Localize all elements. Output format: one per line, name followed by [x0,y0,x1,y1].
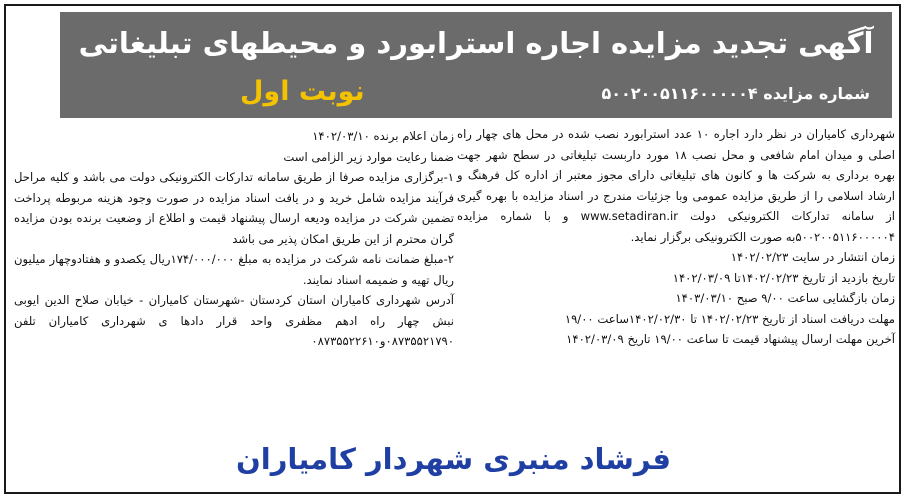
notice-title: آگهی تجدید مزایده اجاره استرابورد و محیطهای تبلیغاتی [78,26,874,60]
requirements-note: ضمنا رعایت موارد زیر الزامی است [283,149,454,164]
notice-main-column [457,124,895,350]
round-badge: نوبت اول [240,76,365,107]
municipality-address: آدرس شهرداری کامیاران استان کردستان -شهرستان کامیاران - خیابان صلاح الدین ایوبی نبش چهار راه ادهم مظفری واحد قرار دادها ی شهرداری کامیاران تلفن ۰۸۷۳۵۵۲۱۷۹۰و۰۸۷۳۵۵۲۲۶۱۰ [14,293,454,348]
notice-paragraph: شهرداری کامیاران در نظر دارد اجاره ۱۰ عدد استرابورد نصب شده در محل های چهار راه اصلی و میدان امام شافعی و محل نصب ۱۸ مورد داربست تبلیغاتی در سطح شهر جهت بهره برداری به شرکت ها و کانون های تبلیغاتی دارای مجوز معتبر از اداره کل فرهنگ و ارشاد اسلامی را از طریق مزایده عمومی وبا جزئیات مندرج در اسناد مزایده با بهره گیری از سامانه تدارکات الکترونیکی دولت www.setadiran.ir و با شماره مزایده ۵۰۰۲۰۰۵۱۱۶۰۰۰۰۰۴به صورت الکترونیکی برگزار نماید. [457,127,895,244]
requirement-item-1: ۱-برگزاری مزایده صرفا از طریق سامانه تدارکات الکترونیکی دولت می باشد و کلیه مراحل فرآیند مزایده شامل خرید و در یافت اسناد مزایده در صورت وجود هزینه مربوطه پرداخت تضمین شرکت در مزایده ودیعه ارسال پیشنهاد قیمت و اطلاع از وضعیت برنده بودن مزایده گران محترم از این طریق امکان پذیر می باشد [14,170,454,246]
offer-deadline: آخرین مهلت ارسال پیشنهاد قیمت تا ساعت ۱۹/۰۰ تاریخ ۱۴۰۲/۰۳/۰۹ [566,332,895,346]
opening-time: زمان بازگشایی ساعت ۹/۰۰ صبح ۱۴۰۳/۰۳/۱۰ [675,291,895,305]
tender-number: شماره مزایده ۵۰۰۲۰۰۵۱۱۶۰۰۰۰۰۴ [601,84,870,103]
winner-date: زمان اعلام برنده ۱۴۰۲/۰۳/۱۰ [312,129,454,143]
docs-deadline: مهلت دریافت اسناد از تاریخ ۱۴۰۲/۰۲/۲۳ تا ۱۴۰۲/۰۲/۳۰ساعت ۱۹/۰۰ [564,311,895,326]
visit-date: تاریخ بازدید از تاریخ ۱۴۰۲/۰۲/۲۳تا ۱۴۰۲/۰۳/۰۹ [672,270,895,285]
mayor-signature: فرشاد منبری شهردار کامیاران [236,442,671,476]
requirement-item-2: ۲-مبلغ ضمانت نامه شرکت در مزایده به مبلغ ۱۷۴/۰۰۰/۰۰۰ریال یکصدو و هفتادوچهار میلیون ریال تهیه و ضمیمه اسناد نمایند. [14,252,454,287]
notice-conditions-column [14,126,454,352]
notice-header [60,12,892,118]
publish-date: زمان انتشار در سایت ۱۴۰۲/۰۲/۲۳ [730,250,895,264]
